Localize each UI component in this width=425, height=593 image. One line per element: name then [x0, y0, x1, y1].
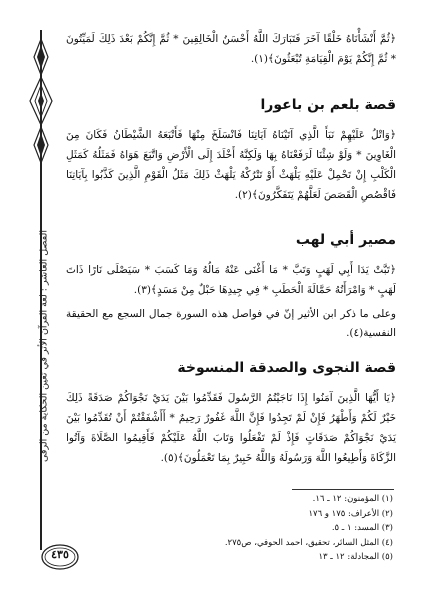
running-title-text: الفصل العاشر : لغة القرآن الأثر في تعين الحكاية من الرقى [38, 229, 50, 462]
section-text-abu-lahab: ﴿تَبَّتْ يَدَا أَبِي لَهَبٍ وَتَبَّ * مَا أَغْنَى عَنْهُ مَالُهُ وَمَا كَسَبَ * سَيَصْلَى نَارًا ذَاتَ لَهَبٍ * وَامْرَأَتُهُ حَمَّالَةَ الْحَطَبِ * فِي جِيدِهَا حَبْلٌ مِنْ مَسَدٍ﴾(٣). [66, 264, 396, 296]
top-verse: ﴿ثُمَّ أَنْشَأْنَاهُ خَلْقًا آخَرَ فَتَبَارَكَ اللَّهُ أَحْسَنُ الْخَالِقِينَ * ثُمَّ إِنَّكُمْ بَعْدَ ذَلِكَ لَمَيِّتُونَ * ثُمَّ إِنَّكُمْ يَوْمَ الْقِيَامَةِ تُبْعَثُونَ﴾(١). [66, 33, 396, 65]
section-heading-najwa: قصة النجوى والصدقة المنسوخة [177, 360, 396, 376]
section-heading-abu-lahab: مصير أبي لهب [295, 232, 396, 248]
footnote-5: (٥) المجادلة: ١٢ ـ ١٣ [318, 552, 393, 562]
running-title [26, 138, 62, 553]
page-number [40, 541, 80, 573]
footnote-divider [292, 489, 394, 490]
section-text-balam: ﴿وَاتْلُ عَلَيْهِمْ نَبَأَ الَّذِي آتَيْنَاهُ آيَاتِنَا فَانْسَلَخَ مِنْهَا فَأَتْبَعَهُ الشَّيْطَانُ فَكَانَ مِنَ الْغَاوِينَ * وَلَوْ شِئْنَا لَرَفَعْنَاهُ بِهَا وَلَكِنَّهُ أَخْلَدَ إِلَى الْأَرْضِ وَاتَّبَعَ هَوَاهُ فَمَثَلُهُ كَمَثَلِ الْكَلْبِ إِنْ تَحْمِلْ عَلَيْهِ يَلْهَثْ أَوْ تَتْرُكْهُ يَلْهَثْ ذَلِكَ مَثَلُ الْقَوْمِ الَّذِينَ كَذَّبُوا بِآيَاتِنَا فَاقْصُصِ الْقَصَصَ لَعَلَّهُمْ يَتَفَكَّرُونَ﴾(٢). [66, 129, 396, 201]
page-number-text: ٤٣٥ [51, 548, 69, 561]
footnotes [195, 492, 393, 565]
footnote-2: (٢) الأعراف: ١٧٥ و ١٧٦ [308, 508, 393, 519]
footnote-1: (١) المؤمنون: ١٢ ـ ١٦. [312, 494, 393, 504]
section-text-najwa: ﴿يَا أَيُّهَا الَّذِينَ آمَنُوا إِذَا نَاجَيْتُمُ الرَّسُولَ فَقَدِّمُوا بَيْنَ يَدَيْ نَجْوَاكُمْ صَدَقَةً ذَلِكَ خَيْرٌ لَكُمْ وَأَطْهَرُ فَإِنْ لَمْ تَجِدُوا فَإِنَّ اللَّهَ غَفُورٌ رَحِيمٌ * أَأَشْفَقْتُمْ أَنْ تُقَدِّمُوا بَيْنَ يَدَيْ نَجْوَاكُمْ صَدَقَاتٍ فَإِذْ لَمْ تَفْعَلُوا وَتَابَ اللَّهُ عَلَيْكُمْ فَأَقِيمُوا الصَّلَاةَ وَآتُوا الزَّكَاةَ وَأَطِيعُوا اللَّهَ وَرَسُولَهُ وَاللَّهُ خَبِيرٌ بِمَا تَعْمَلُونَ﴾(٥). [66, 392, 396, 464]
section-note-abu-lahab: وعلى ما ذكر ابن الأثير إنّ في فواصل هذه السورة جمال السجع مع الحقيقة النفسية(٤). [66, 308, 396, 339]
section-heading-balam: قصة بلعم بن باعورا [260, 97, 396, 113]
footnote-3: (٣) المسد: ١ ـ ٥. [331, 523, 393, 533]
footnote-4: (٤) المثل السائر، تحقيق، احمد الحوفي، ص٢٧٥. [224, 537, 393, 548]
